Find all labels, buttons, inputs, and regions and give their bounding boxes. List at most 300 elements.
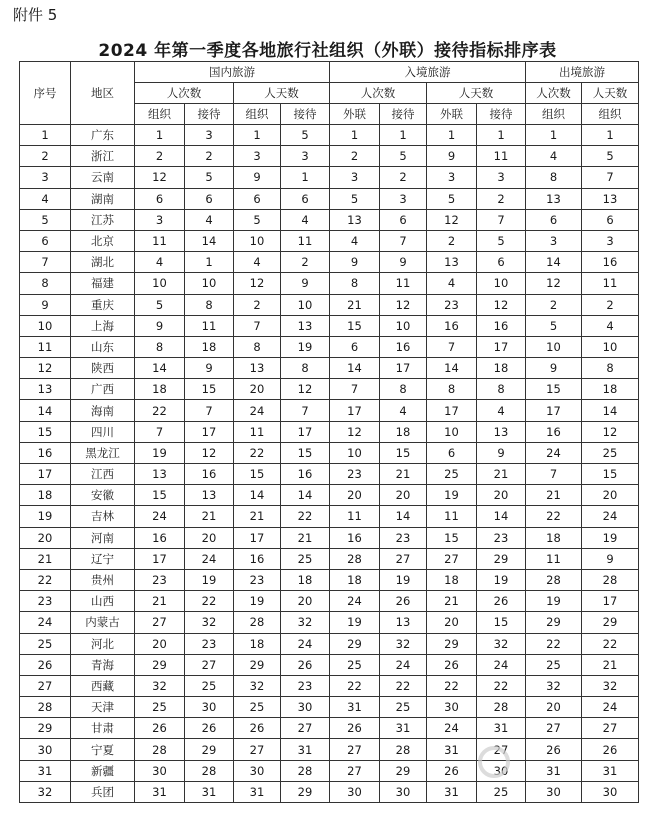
cell-out-days-organize: 18	[582, 379, 639, 400]
cell-in-times-receive: 18	[380, 421, 427, 442]
cell-in-times-waili: 7	[330, 379, 380, 400]
cell-dom-times-organize: 6	[135, 188, 185, 209]
cell-seq: 13	[20, 379, 71, 400]
cell-dom-times-receive: 26	[185, 718, 234, 739]
cell-in-days-waili: 25	[427, 464, 477, 485]
cell-out-days-organize: 31	[582, 760, 639, 781]
cell-in-times-receive: 1	[380, 125, 427, 146]
cell-dom-times-receive: 25	[185, 675, 234, 696]
cell-region: 广西	[71, 379, 135, 400]
cell-in-days-waili: 30	[427, 697, 477, 718]
cell-out-days-organize: 4	[582, 315, 639, 336]
cell-dom-days-receive: 3	[281, 146, 330, 167]
cell-out-days-organize: 25	[582, 442, 639, 463]
cell-dom-times-organize: 20	[135, 633, 185, 654]
cell-in-days-receive: 21	[477, 464, 526, 485]
cell-region: 江苏	[71, 209, 135, 230]
cell-region: 山西	[71, 591, 135, 612]
cell-out-days-organize: 30	[582, 781, 639, 802]
cell-seq: 5	[20, 209, 71, 230]
cell-out-times-organize: 22	[526, 506, 582, 527]
cell-in-days-waili: 26	[427, 654, 477, 675]
table-row	[20, 442, 639, 463]
table-row	[20, 379, 639, 400]
cell-seq: 21	[20, 548, 71, 569]
table-body	[20, 125, 639, 803]
table-row	[20, 252, 639, 273]
table-row	[20, 485, 639, 506]
cell-seq: 15	[20, 421, 71, 442]
cell-in-times-receive: 29	[380, 760, 427, 781]
cell-dom-days-organize: 32	[234, 675, 281, 696]
cell-in-times-waili: 1	[330, 125, 380, 146]
cell-out-times-organize: 21	[526, 485, 582, 506]
cell-seq: 1	[20, 125, 71, 146]
cell-in-times-waili: 9	[330, 252, 380, 273]
table-row	[20, 464, 639, 485]
cell-dom-times-receive: 21	[185, 506, 234, 527]
cell-dom-days-receive: 1	[281, 167, 330, 188]
cell-in-times-waili: 8	[330, 273, 380, 294]
cell-out-days-organize: 27	[582, 718, 639, 739]
cell-dom-times-organize: 4	[135, 252, 185, 273]
cell-in-days-waili: 31	[427, 739, 477, 760]
cell-seq: 32	[20, 781, 71, 802]
cell-in-times-receive: 4	[380, 400, 427, 421]
cell-in-times-receive: 21	[380, 464, 427, 485]
header-domestic-person-days: 人天数	[234, 83, 330, 104]
table-row	[20, 125, 639, 146]
cell-in-times-receive: 28	[380, 739, 427, 760]
cell-out-times-organize: 24	[526, 442, 582, 463]
cell-out-times-organize: 27	[526, 718, 582, 739]
cell-dom-days-receive: 17	[281, 421, 330, 442]
cell-out-times-organize: 28	[526, 569, 582, 590]
cell-in-times-waili: 30	[330, 781, 380, 802]
cell-seq: 20	[20, 527, 71, 548]
cell-dom-times-receive: 29	[185, 739, 234, 760]
cell-region: 湖南	[71, 188, 135, 209]
table-row	[20, 421, 639, 442]
cell-in-days-receive: 32	[477, 633, 526, 654]
header-inbound: 入境旅游	[330, 62, 526, 83]
cell-out-times-organize: 29	[526, 612, 582, 633]
cell-dom-days-receive: 25	[281, 548, 330, 569]
cell-in-times-receive: 17	[380, 358, 427, 379]
cell-dom-times-organize: 22	[135, 400, 185, 421]
cell-out-times-organize: 19	[526, 591, 582, 612]
cell-in-days-receive: 28	[477, 697, 526, 718]
header-outbound-days-organize: 组织	[582, 104, 639, 125]
cell-region: 甘肃	[71, 718, 135, 739]
cell-in-times-receive: 13	[380, 612, 427, 633]
cell-region: 江西	[71, 464, 135, 485]
cell-dom-times-organize: 11	[135, 230, 185, 251]
table-row	[20, 506, 639, 527]
header-inbound-days-receive: 接待	[477, 104, 526, 125]
cell-out-days-organize: 19	[582, 527, 639, 548]
cell-out-days-organize: 1	[582, 125, 639, 146]
cell-out-days-organize: 6	[582, 209, 639, 230]
cell-region: 重庆	[71, 294, 135, 315]
cell-dom-times-organize: 23	[135, 569, 185, 590]
cell-seq: 12	[20, 358, 71, 379]
cell-in-times-receive: 23	[380, 527, 427, 548]
cell-in-days-waili: 24	[427, 718, 477, 739]
cell-dom-days-receive: 15	[281, 442, 330, 463]
cell-dom-times-receive: 1	[185, 252, 234, 273]
cell-dom-times-organize: 26	[135, 718, 185, 739]
cell-dom-days-organize: 24	[234, 400, 281, 421]
cell-in-days-receive: 26	[477, 591, 526, 612]
cell-region: 青海	[71, 654, 135, 675]
cell-in-days-receive: 17	[477, 336, 526, 357]
cell-out-times-organize: 13	[526, 188, 582, 209]
cell-in-times-waili: 14	[330, 358, 380, 379]
cell-out-times-organize: 5	[526, 315, 582, 336]
table-row	[20, 760, 639, 781]
cell-dom-times-organize: 9	[135, 315, 185, 336]
cell-out-times-organize: 17	[526, 400, 582, 421]
table-row	[20, 718, 639, 739]
cell-in-times-waili: 23	[330, 464, 380, 485]
cell-in-times-receive: 24	[380, 654, 427, 675]
cell-dom-days-receive: 28	[281, 760, 330, 781]
table-row	[20, 781, 639, 802]
cell-dom-times-receive: 24	[185, 548, 234, 569]
cell-region: 海南	[71, 400, 135, 421]
cell-in-days-waili: 29	[427, 633, 477, 654]
cell-dom-days-organize: 10	[234, 230, 281, 251]
cell-dom-days-organize: 25	[234, 697, 281, 718]
cell-seq: 17	[20, 464, 71, 485]
cell-in-days-receive: 24	[477, 654, 526, 675]
cell-region: 四川	[71, 421, 135, 442]
cell-dom-times-organize: 7	[135, 421, 185, 442]
cell-dom-times-receive: 7	[185, 400, 234, 421]
header-domestic-days-receive: 接待	[281, 104, 330, 125]
cell-in-days-receive: 11	[477, 146, 526, 167]
cell-in-times-receive: 11	[380, 273, 427, 294]
cell-in-days-receive: 3	[477, 167, 526, 188]
header-domestic-times-organize: 组织	[135, 104, 185, 125]
cell-in-days-receive: 12	[477, 294, 526, 315]
cell-dom-days-receive: 16	[281, 464, 330, 485]
cell-dom-times-organize: 17	[135, 548, 185, 569]
cell-in-days-waili: 23	[427, 294, 477, 315]
header-domestic: 国内旅游	[135, 62, 330, 83]
cell-out-days-organize: 5	[582, 146, 639, 167]
cell-out-times-organize: 30	[526, 781, 582, 802]
cell-in-days-receive: 20	[477, 485, 526, 506]
table-row	[20, 591, 639, 612]
cell-dom-days-receive: 5	[281, 125, 330, 146]
cell-dom-days-receive: 29	[281, 781, 330, 802]
cell-out-days-organize: 11	[582, 273, 639, 294]
cell-seq: 6	[20, 230, 71, 251]
cell-in-times-waili: 17	[330, 400, 380, 421]
cell-region: 河北	[71, 633, 135, 654]
cell-out-times-organize: 10	[526, 336, 582, 357]
cell-dom-days-organize: 3	[234, 146, 281, 167]
cell-dom-times-organize: 8	[135, 336, 185, 357]
cell-in-times-waili: 5	[330, 188, 380, 209]
cell-seq: 3	[20, 167, 71, 188]
cell-in-times-receive: 27	[380, 548, 427, 569]
cell-dom-days-organize: 2	[234, 294, 281, 315]
table-row	[20, 167, 639, 188]
cell-dom-days-receive: 19	[281, 336, 330, 357]
cell-in-times-receive: 31	[380, 718, 427, 739]
cell-seq: 24	[20, 612, 71, 633]
cell-dom-days-receive: 27	[281, 718, 330, 739]
cell-out-times-organize: 15	[526, 379, 582, 400]
cell-dom-days-organize: 20	[234, 379, 281, 400]
cell-in-days-receive: 18	[477, 358, 526, 379]
cell-dom-times-receive: 22	[185, 591, 234, 612]
cell-in-times-receive: 15	[380, 442, 427, 463]
cell-dom-times-organize: 27	[135, 612, 185, 633]
cell-in-days-receive: 5	[477, 230, 526, 251]
cell-out-times-organize: 20	[526, 697, 582, 718]
cell-seq: 7	[20, 252, 71, 273]
cell-dom-days-organize: 31	[234, 781, 281, 802]
cell-dom-times-organize: 21	[135, 591, 185, 612]
table-row	[20, 273, 639, 294]
cell-in-days-receive: 25	[477, 781, 526, 802]
table-row	[20, 675, 639, 696]
cell-region: 西藏	[71, 675, 135, 696]
cell-dom-days-organize: 13	[234, 358, 281, 379]
cell-seq: 9	[20, 294, 71, 315]
cell-seq: 10	[20, 315, 71, 336]
cell-dom-times-organize: 3	[135, 209, 185, 230]
cell-in-days-receive: 1	[477, 125, 526, 146]
cell-region: 黑龙江	[71, 442, 135, 463]
cell-in-times-receive: 5	[380, 146, 427, 167]
header-inbound-times-receive: 接待	[380, 104, 427, 125]
cell-dom-days-organize: 4	[234, 252, 281, 273]
cell-dom-times-organize: 32	[135, 675, 185, 696]
cell-region: 福建	[71, 273, 135, 294]
cell-dom-times-organize: 10	[135, 273, 185, 294]
cell-in-times-waili: 27	[330, 760, 380, 781]
cell-seq: 19	[20, 506, 71, 527]
table-row	[20, 697, 639, 718]
cell-out-days-organize: 10	[582, 336, 639, 357]
cell-in-times-receive: 6	[380, 209, 427, 230]
cell-dom-days-organize: 21	[234, 506, 281, 527]
cell-seq: 25	[20, 633, 71, 654]
cell-in-times-receive: 12	[380, 294, 427, 315]
cell-in-times-waili: 27	[330, 739, 380, 760]
cell-seq: 23	[20, 591, 71, 612]
cell-out-times-organize: 16	[526, 421, 582, 442]
cell-seq: 16	[20, 442, 71, 463]
table-row	[20, 230, 639, 251]
header-outbound: 出境旅游	[526, 62, 639, 83]
cell-dom-times-organize: 14	[135, 358, 185, 379]
cell-out-times-organize: 26	[526, 739, 582, 760]
cell-dom-days-receive: 26	[281, 654, 330, 675]
header-inbound-person-times: 人次数	[330, 83, 427, 104]
table-row	[20, 209, 639, 230]
cell-in-days-waili: 21	[427, 591, 477, 612]
cell-dom-times-receive: 19	[185, 569, 234, 590]
cell-dom-days-receive: 12	[281, 379, 330, 400]
cell-in-times-waili: 26	[330, 718, 380, 739]
header-domestic-times-receive: 接待	[185, 104, 234, 125]
cell-dom-times-receive: 31	[185, 781, 234, 802]
cell-dom-days-receive: 18	[281, 569, 330, 590]
cell-out-times-organize: 9	[526, 358, 582, 379]
cell-in-times-waili: 12	[330, 421, 380, 442]
cell-dom-times-organize: 18	[135, 379, 185, 400]
cell-region: 北京	[71, 230, 135, 251]
cell-seq: 18	[20, 485, 71, 506]
table-row	[20, 315, 639, 336]
cell-in-times-waili: 29	[330, 633, 380, 654]
cell-in-days-receive: 31	[477, 718, 526, 739]
cell-seq: 8	[20, 273, 71, 294]
header-inbound-times-waili: 外联	[330, 104, 380, 125]
table-row	[20, 188, 639, 209]
cell-out-times-organize: 14	[526, 252, 582, 273]
cell-region: 上海	[71, 315, 135, 336]
cell-region: 陕西	[71, 358, 135, 379]
cell-dom-days-receive: 4	[281, 209, 330, 230]
cell-dom-times-receive: 13	[185, 485, 234, 506]
cell-out-days-organize: 12	[582, 421, 639, 442]
cell-out-days-organize: 26	[582, 739, 639, 760]
cell-out-days-organize: 2	[582, 294, 639, 315]
header-outbound-person-times: 人次数	[526, 83, 582, 104]
cell-out-times-organize: 1	[526, 125, 582, 146]
cell-region: 广东	[71, 125, 135, 146]
cell-in-days-waili: 9	[427, 146, 477, 167]
cell-out-times-organize: 31	[526, 760, 582, 781]
cell-out-days-organize: 13	[582, 188, 639, 209]
cell-in-times-receive: 3	[380, 188, 427, 209]
cell-dom-days-organize: 5	[234, 209, 281, 230]
cell-in-days-receive: 27	[477, 739, 526, 760]
cell-in-times-receive: 14	[380, 506, 427, 527]
cell-dom-days-receive: 22	[281, 506, 330, 527]
table-row	[20, 146, 639, 167]
cell-in-times-receive: 26	[380, 591, 427, 612]
cell-dom-days-organize: 12	[234, 273, 281, 294]
cell-in-days-waili: 26	[427, 760, 477, 781]
cell-in-days-waili: 16	[427, 315, 477, 336]
table-row	[20, 569, 639, 590]
cell-dom-times-organize: 5	[135, 294, 185, 315]
cell-dom-times-receive: 16	[185, 464, 234, 485]
cell-region: 湖北	[71, 252, 135, 273]
cell-in-times-receive: 30	[380, 781, 427, 802]
cell-in-times-waili: 6	[330, 336, 380, 357]
cell-region: 吉林	[71, 506, 135, 527]
cell-seq: 14	[20, 400, 71, 421]
cell-region: 天津	[71, 697, 135, 718]
cell-in-days-waili: 17	[427, 400, 477, 421]
cell-dom-days-organize: 11	[234, 421, 281, 442]
cell-out-times-organize: 18	[526, 527, 582, 548]
cell-region: 新疆	[71, 760, 135, 781]
cell-dom-times-organize: 15	[135, 485, 185, 506]
cell-dom-days-receive: 20	[281, 591, 330, 612]
cell-in-times-waili: 28	[330, 548, 380, 569]
cell-dom-days-organize: 19	[234, 591, 281, 612]
cell-in-times-waili: 31	[330, 697, 380, 718]
cell-in-times-waili: 3	[330, 167, 380, 188]
cell-in-days-waili: 20	[427, 612, 477, 633]
cell-dom-days-receive: 31	[281, 739, 330, 760]
cell-in-times-waili: 22	[330, 675, 380, 696]
header-region: 地区	[71, 62, 135, 125]
cell-dom-days-receive: 6	[281, 188, 330, 209]
cell-dom-times-organize: 30	[135, 760, 185, 781]
cell-out-times-organize: 4	[526, 146, 582, 167]
cell-in-days-receive: 13	[477, 421, 526, 442]
cell-out-days-organize: 16	[582, 252, 639, 273]
cell-region: 宁夏	[71, 739, 135, 760]
cell-dom-times-receive: 15	[185, 379, 234, 400]
cell-dom-times-organize: 19	[135, 442, 185, 463]
cell-in-days-waili: 22	[427, 675, 477, 696]
cell-dom-days-organize: 28	[234, 612, 281, 633]
cell-seq: 26	[20, 654, 71, 675]
cell-in-days-waili: 4	[427, 273, 477, 294]
cell-dom-days-receive: 2	[281, 252, 330, 273]
cell-in-times-waili: 24	[330, 591, 380, 612]
cell-out-days-organize: 17	[582, 591, 639, 612]
cell-out-days-organize: 9	[582, 548, 639, 569]
cell-out-times-organize: 3	[526, 230, 582, 251]
cell-dom-times-receive: 18	[185, 336, 234, 357]
cell-in-days-waili: 1	[427, 125, 477, 146]
cell-dom-days-organize: 7	[234, 315, 281, 336]
cell-dom-days-organize: 27	[234, 739, 281, 760]
cell-in-times-receive: 7	[380, 230, 427, 251]
cell-dom-times-receive: 20	[185, 527, 234, 548]
cell-in-times-waili: 19	[330, 612, 380, 633]
cell-out-times-organize: 22	[526, 633, 582, 654]
cell-dom-days-receive: 21	[281, 527, 330, 548]
cell-out-times-organize: 32	[526, 675, 582, 696]
cell-out-times-organize: 12	[526, 273, 582, 294]
cell-dom-days-receive: 24	[281, 633, 330, 654]
cell-out-times-organize: 8	[526, 167, 582, 188]
cell-dom-times-organize: 13	[135, 464, 185, 485]
cell-in-days-receive: 19	[477, 569, 526, 590]
cell-in-times-waili: 18	[330, 569, 380, 590]
cell-in-days-receive: 16	[477, 315, 526, 336]
cell-in-days-waili: 27	[427, 548, 477, 569]
cell-dom-days-receive: 14	[281, 485, 330, 506]
cell-dom-times-receive: 14	[185, 230, 234, 251]
cell-region: 兵团	[71, 781, 135, 802]
cell-in-days-receive: 6	[477, 252, 526, 273]
cell-out-times-organize: 7	[526, 464, 582, 485]
cell-dom-days-organize: 17	[234, 527, 281, 548]
cell-in-times-waili: 10	[330, 442, 380, 463]
cell-in-times-waili: 15	[330, 315, 380, 336]
cell-in-days-receive: 23	[477, 527, 526, 548]
cell-dom-times-receive: 9	[185, 358, 234, 379]
cell-region: 云南	[71, 167, 135, 188]
table-row	[20, 336, 639, 357]
cell-seq: 27	[20, 675, 71, 696]
